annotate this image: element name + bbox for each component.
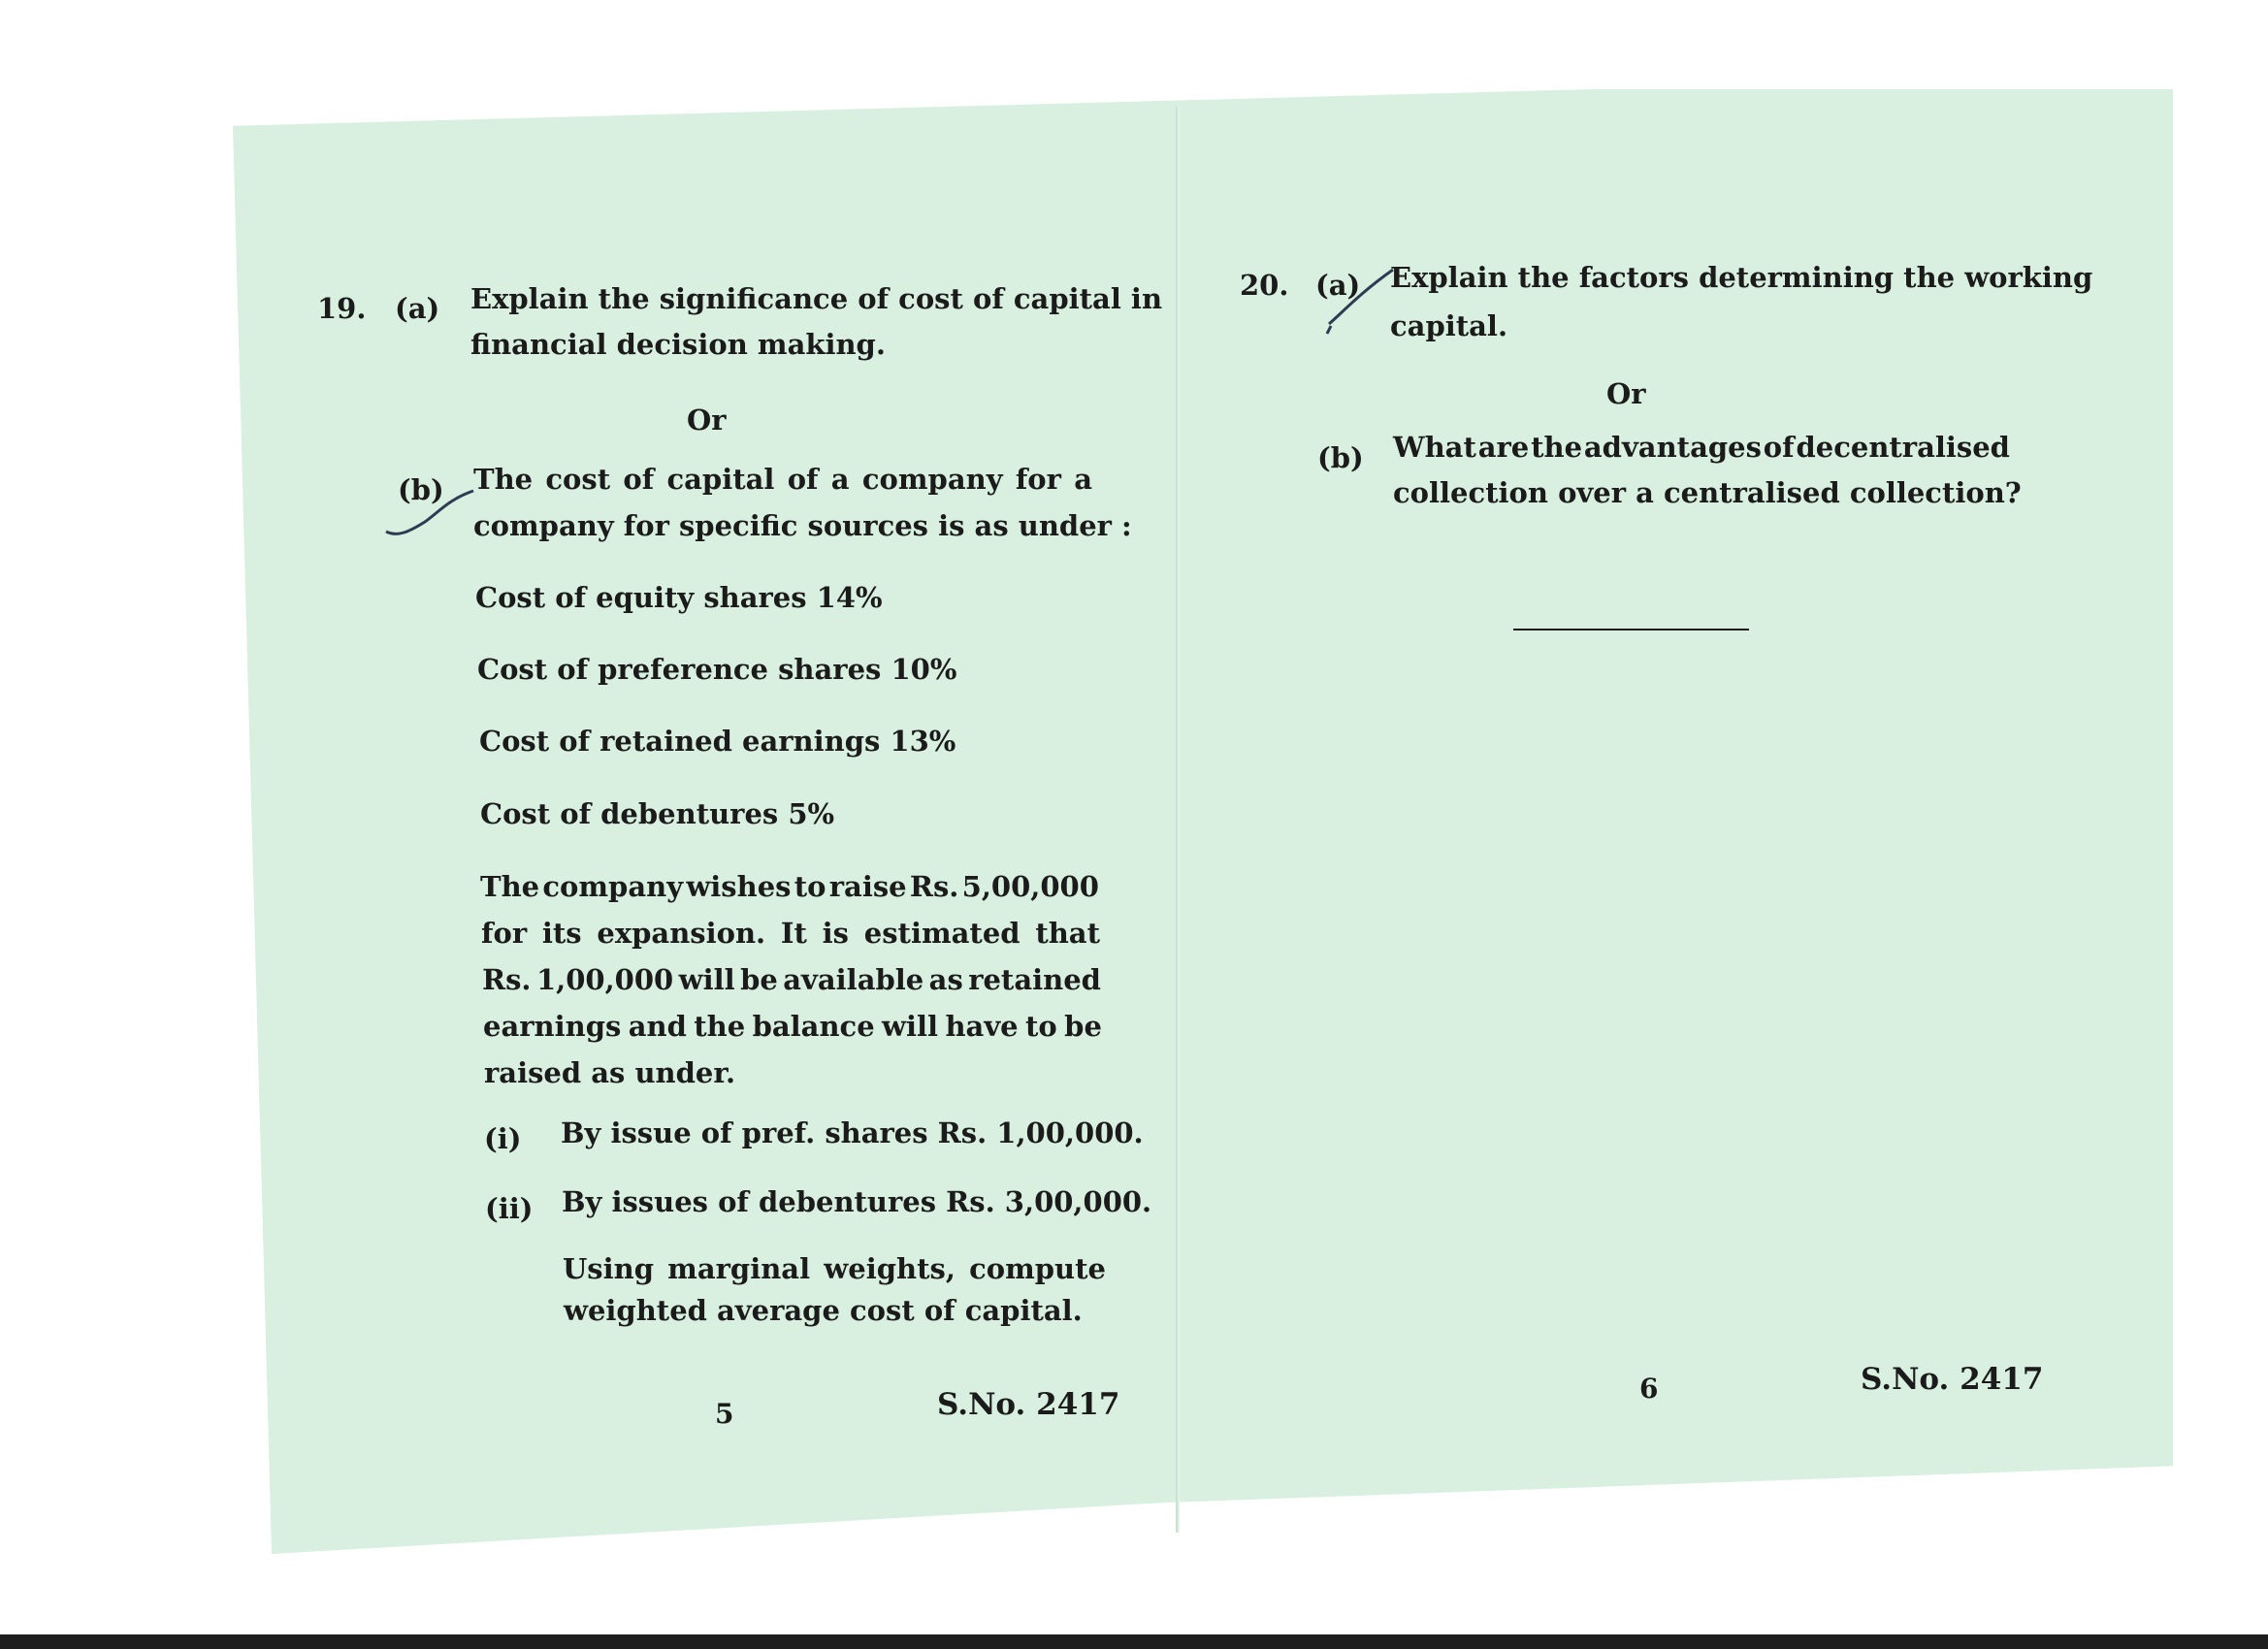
paragraph-line-4: earnings and the balance will have to be — [483, 1010, 1102, 1043]
final-line-1: Using marginal weights, compute — [563, 1252, 1106, 1285]
end-of-paper-rule — [1513, 629, 1749, 630]
question-19b-line-2: company for specific sources is as under : — [473, 509, 1132, 542]
question-20b-marker: (b) — [1317, 441, 1364, 474]
serial-number-right: S.No. 2417 — [1861, 1362, 2044, 1397]
question-19b-marker: (b) — [398, 473, 444, 506]
question-20b-line-1: What are the advantages of decentralised — [1393, 431, 2010, 464]
item-i-marker: (i) — [484, 1122, 522, 1155]
question-19a-line-1: Explain the significance of cost of capital in — [470, 282, 1163, 315]
cost-preference-shares: Cost of preference shares 10% — [477, 653, 957, 686]
pen-tick-mark-icon — [380, 483, 477, 539]
scanner-edge — [0, 1634, 2268, 1649]
page-number-6: 6 — [1639, 1373, 1659, 1405]
serial-number-left: S.No. 2417 — [937, 1387, 1120, 1422]
item-i-text: By issue of pref. shares Rs. 1,00,000. — [561, 1116, 1144, 1149]
question-19-number: 19. — [317, 292, 367, 325]
center-fold — [1176, 107, 1180, 1533]
paragraph-line-5: raised as under. — [484, 1056, 736, 1089]
question-19a-marker: (a) — [395, 292, 440, 325]
cost-debentures: Cost of debentures 5% — [480, 797, 835, 830]
paragraph-line-2: for its expansion. It is estimated that — [481, 917, 1100, 950]
cost-retained-earnings: Cost of retained earnings 13% — [479, 725, 956, 758]
paragraph-line-1: The company wishes to raise Rs. 5,00,000 — [480, 870, 1099, 903]
or-separator: Or — [687, 404, 727, 436]
cost-equity-shares: Cost of equity shares 14% — [475, 581, 883, 614]
page-number-5: 5 — [715, 1398, 734, 1430]
or-separator-right: Or — [1606, 377, 1646, 410]
question-20a-line-1: Explain the factors determining the working — [1390, 261, 2093, 294]
item-ii-marker: (ii) — [485, 1192, 534, 1225]
final-line-2: weighted average cost of capital. — [564, 1294, 1083, 1327]
question-20a-marker: (a) — [1315, 269, 1361, 302]
question-19a-line-2: financial decision making. — [470, 328, 886, 361]
question-20b-line-2: collection over a centralised collection? — [1393, 476, 2022, 509]
paragraph-line-3: Rs. 1,00,000 will be available as retained — [482, 963, 1101, 996]
question-20-number: 20. — [1240, 269, 1289, 302]
question-20a-line-2: capital. — [1390, 309, 1508, 342]
item-ii-text: By issues of debentures Rs. 3,00,000. — [562, 1185, 1152, 1218]
question-19b-line-1: The cost of capital of a company for a — [473, 463, 1092, 496]
pen-tick-mark-icon — [1321, 264, 1399, 340]
